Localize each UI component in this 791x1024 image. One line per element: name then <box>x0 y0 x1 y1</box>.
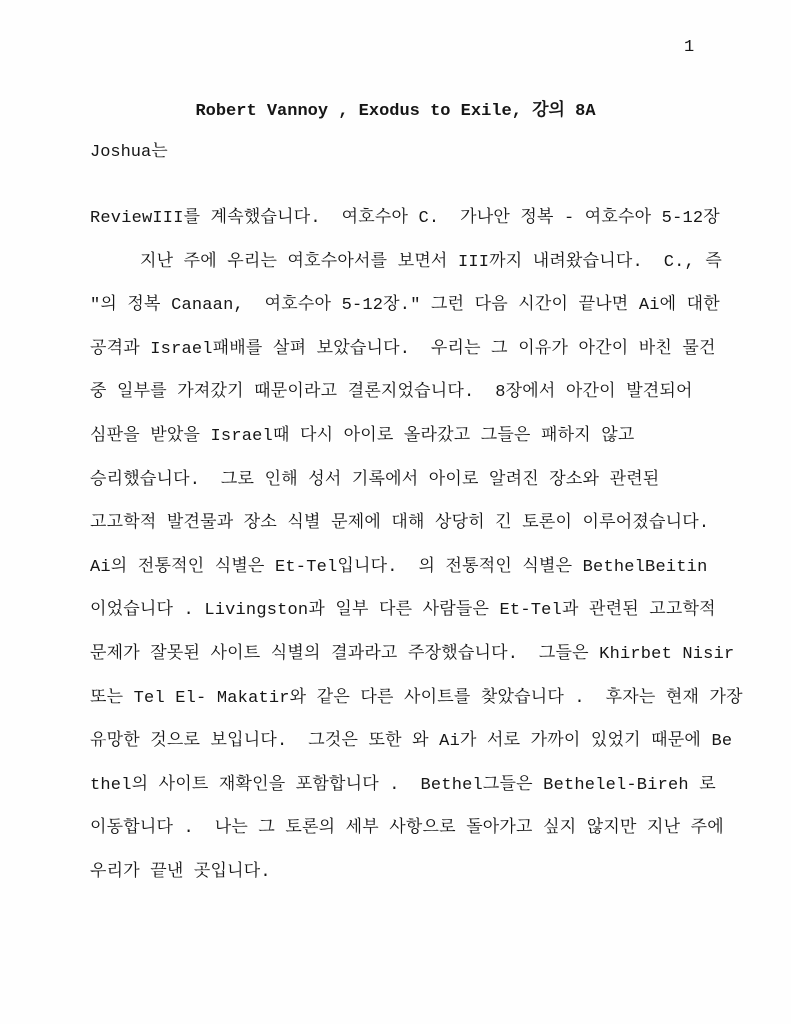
body-line: 공격과 Israel패배를 살펴 보았습니다. 우리는 그 이유가 아간이 바친 물건 <box>90 339 716 359</box>
body-line: 이동합니다 . 나는 그 토론의 세부 사항으로 돌아가고 싶지 않지만 지난 주에 <box>90 819 724 839</box>
body-text <box>90 197 770 895</box>
body-line: 고고학적 발견물과 장소 식별 문제에 대해 상당히 긴 토론이 이루어졌습니다. <box>90 514 710 534</box>
speaker-line: Joshua는 <box>90 143 168 162</box>
body-line: 심판을 받았을 Israel때 다시 아이로 올라갔고 그들은 패하지 않고 <box>90 426 635 446</box>
body-line: 이었습니다 . Livingston과 일부 다른 사람들은 Et-Tel과 관련된 고고학적 <box>90 601 716 621</box>
body-line: Ai의 전통적인 식별은 Et-Tel입니다. 의 전통적인 식별은 BethelBeitin <box>90 557 708 577</box>
body-line: 승리했습니다. 그로 인해 성서 기록에서 아이로 알려진 장소와 관련된 <box>90 470 660 490</box>
body-line: ReviewIII를 계속했습니다. 여호수아 C. 가나안 정복 - 여호수아 5-12장 <box>90 209 720 228</box>
body-line: 지난 주에 우리는 여호수아서를 보면서 III까지 내려왔습니다. C., 즉 <box>140 252 722 272</box>
body-line: 유망한 것으로 보입니다. 그것은 또한 와 Ai가 서로 가까이 있었기 때문에 Be <box>90 732 733 752</box>
body-line: 문제가 잘못된 사이트 식별의 결과라고 주장했습니다. 그들은 Khirbet Nisir <box>90 644 735 664</box>
document-title: Robert Vannoy , Exodus to Exile, 강의 8A <box>195 102 596 121</box>
body-line: thel의 사이트 재확인을 포함합니다 . Bethel그들은 Bethelel-Bireh 로 <box>90 775 716 795</box>
page-number: 1 <box>684 38 695 57</box>
body-line: 또는 Tel El- Makatir와 같은 다른 사이트를 찾았습니다 . 후자는 현재 가장 <box>90 688 743 708</box>
body-line: 중 일부를 가져갔기 때문이라고 결론지었습니다. 8장에서 아간이 발견되어 <box>90 383 693 403</box>
body-line: ″의 정복 Canaan, 여호수아 5-12장.″ 그런 다음 시간이 끝나면 Ai에 대한 <box>90 296 720 316</box>
body-line: 우리가 끝낸 곳입니다. <box>90 862 271 882</box>
